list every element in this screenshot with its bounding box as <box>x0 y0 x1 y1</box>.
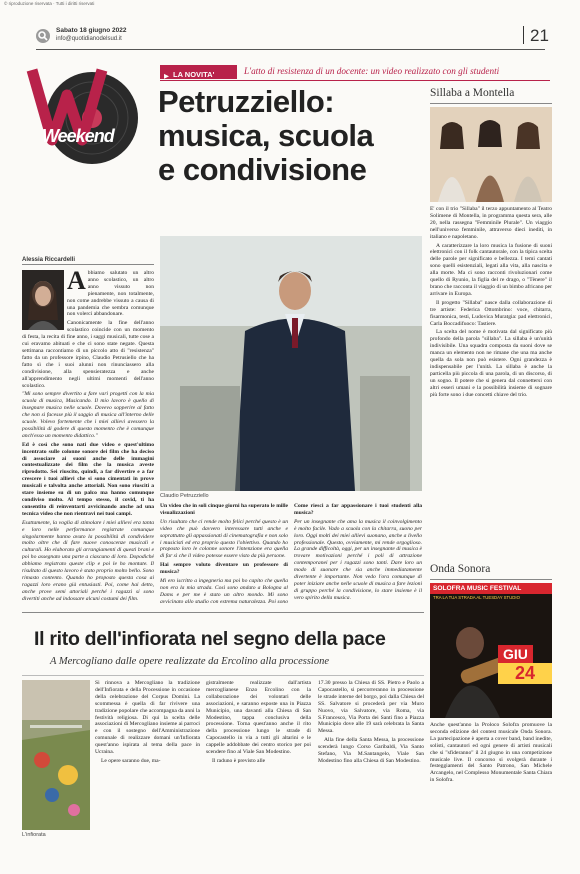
body-paragraph: Canonicamente la fine dell'anno scolastico coincide con un momento di festa, la recita di fine anno, i saggi musicali, tutte cose a cui eravamo abituati e che ci sono state negate. Questa settimana raccontiamo di un piccolo atto di "resistenza" fatto da un professore irpino, Claudio Petrusiello che ha fatto sì che i suoi alunni non rinunciassero alla condivisione, alla spensieratezza e anche all'apprendimento negli ultimi momenti dell'anno scolastico. <box>22 320 154 389</box>
author-byline: Alessia Riccardelli <box>22 257 76 263</box>
author-photo <box>22 270 64 330</box>
bottom-column-1 <box>95 680 200 832</box>
bottom-column-2 <box>206 680 311 832</box>
question-paragraph: Hai sempre voluto diventare un professore di musica? <box>160 562 288 576</box>
bottom-paragraph: Si rinnova a Mercogliano la tradizione dell'Infiorata e della Processione in occasione della celebrazione del Corpus Domini. La scommessa è quella di far rivivere una tradizione popolare che accompagna da anni la festività religiosa. Di qui la scelta delle associazioni di Mercogliano insieme ai parroci e con il sostegno dell'Amministrazione comunale di realizzare domani un'Infiorata quest'anno ispirata al tema della pace in Ucraina. <box>95 680 200 756</box>
infiorata-photo <box>22 680 90 830</box>
poster-subtitle: TRA LA TUA STRADA AL TUESDAY STUDIO <box>433 595 520 600</box>
bottom-paragraph: Alla fine della Santa Messa, la processione scenderà lungo Corso Garibaldi, Via Santo Stefano, Via M.Santangelo, Viale San Modestino fino alla Chiesa di San Modestino. <box>318 737 424 764</box>
headline-line: Petruzziello: <box>158 84 335 119</box>
article-column-2 <box>160 503 288 605</box>
byline-rule <box>22 264 154 265</box>
page-number-divider <box>523 26 524 44</box>
portrait-photo <box>160 236 422 491</box>
header-rule <box>36 49 545 50</box>
answer-paragraph: Esattamente, la voglia di stimolare i miei allievi era tanta e loro nelle performance registrate comunque singolarmente hanno avuto la possibilità di condividere molto oltre che di fare nuove conoscenze musicali e culturali. Ho elaborato gli arrangiamenti di questi brani e poi ho assegnato una parte a ciascuno di loro. Dopodiché abbiamo registrato queste clip e poi le ho montate. Il risultato di questo lavoro è stato proprio molto bello. Sono rimasto contento. Quando ho proposto questa cosa ai ragazzi loro erano già entusiasti. Poi, come hai detto, anche prove semi attoriali perché i ragazzi si sono divertiti anche ad indossare alcuni costumi dei film. <box>22 519 154 602</box>
article-column-3 <box>294 503 422 605</box>
poster-number: 24 <box>498 663 552 684</box>
weekend-logo <box>22 60 152 175</box>
article-column-1 <box>22 270 154 605</box>
answer-paragraph: Per un insegnante che ama la musica il coinvolgimento è molto facile. Vado a scuola con la chitarra, suono per loro. Oggi molti dei miei allievi suonano, anche a livello professionale. Questo, ovviamente, mi rende orgoglioso. La grande difficoltà, oggi, per un insegnante di musica è trovare motivazioni perché i poli di attrazione contemporanei per i ragazzi sono tanti. Dare loro un modo di suonare che sia anche immediatamente divertente è importante. Non vedo l'ora comunque di poter iniziare anche nelle scuole di musica a fare lezioni di gruppo perché la condivisione, lo stare insieme è il vero spirito della musica. <box>294 518 422 601</box>
question-paragraph: Ed è così che sono nati due video e quest'ultimo incentrato sulle colonne sonore dei film che ha deciso di associare ai suoni anche delle immagini contestualizzate dei film che la musica aveste riprodotto. Sei riuscito, quindi, a far divertire e a far crescere i tuoi allievi che si sono cimentati in prove musicali e talvolta anche attoriali. Non sono riusciti a stare insieme su di un palco ma hanno comunque condiviso molto. Al tempo stesso, il covid, ti ha consentito di reinventarti avvicinando anche ad una tecnica video che non rientravi nei tuoi campi. <box>22 441 154 517</box>
onda-title: Onda Sonora <box>430 563 491 575</box>
logo-text: Weekend <box>42 126 114 146</box>
answer-paragraph: Un risultato che ci rende molto felici perché questo è un video che può davvero interessare tutti anche e soprattutto gli appassionati di cinematografia e non solo i musicisti ed era proprio questo l'obiettivo. Quando ho proposto loro le colonne sonore l'intenzione era quella di far sì che il video potesse essere visto da più persone. <box>160 518 288 560</box>
sidebar-title-rule <box>430 103 552 104</box>
sidebar-paragraph: La scelta del nome è motivata dal significato più profondo della parola "sillaba". La sillaba è un'unità indivisibile. Una squadra composta da suoni dove se manca un elemento non ne rimane che una ma anche quella da sola non può esistere. Ogni grandezza è indispensabile per l'unità. La sillaba è anche la particella più piccola di una parola, di un discorso, di un sogno. Il potere che si genera dal connettersi con altri esseri umani e la possibilità insieme di sognare più forte sono i due concetti chiave del trio. <box>430 329 552 398</box>
page-number: 21 <box>530 26 549 45</box>
headline-line: musica, scuola <box>158 118 374 153</box>
bottom-article-rule <box>22 612 424 613</box>
headline-line: e condivisione <box>158 152 367 187</box>
sidebar-paragraph: E' con il trio "Sillaba" il terzo appuntamento al Teatro Solimene di Montella, in programma questa sera, alle 20, nella rassegna "Femminile Plurale". Un viaggio nell'universo femminile, attraverso dieci inediti, in italiano e napoletano. <box>430 206 552 240</box>
kicker-rule <box>160 80 550 81</box>
onda-title-rule <box>430 579 552 580</box>
contact-email: info@quotidianodelsud.it <box>56 36 122 42</box>
lead-paragraph: bbiamo salutato un altro anno scolastico, un altro anno vissuto non pienamente, non totalmente, non come andrebbe vissuto a causa di una pandemia che sembra comunque non volerci abbandonare. <box>67 270 154 318</box>
search-icon <box>36 29 50 43</box>
infiorata-caption: L'infiorata <box>22 832 46 838</box>
issue-date: Sabato 18 giugno 2022 <box>56 27 127 34</box>
bottom-headline: Il rito dell'infiorata nel segno della pace <box>34 628 386 650</box>
bottom-paragraph: Il raduno è previsto alle <box>212 757 266 764</box>
question-paragraph: Come riesci a far appassionare i tuoi studenti alla musica? <box>294 503 422 516</box>
poster-title: SOLOFRA MUSIC FESTIVAL <box>430 583 552 594</box>
section-subtitle: L'atto di resistenza di un docente: un video realizzato con gli studenti <box>244 66 500 76</box>
trio-photo <box>430 107 552 202</box>
quote-paragraph: "Mi sono sempre divertito a fare vari progetti con la mia scuola di musica, Musicando. Il mio lavoro è quello di insegnare musica nelle scuole. Dovevo sopperire al fatto che non si facesse più il saggio di musica all'interno delle scuole. Volevo fortemente che i miei allievi avessero la possibilità di godere di questo momento che è comunque anch'esso un momento didattico." <box>22 391 154 439</box>
sidebar-text <box>430 206 552 560</box>
bottom-paragraph: 17.30 presso la Chiesa di SS. Pietro e Paolo a Capocastello, si percorreranno in processione le strade interne del borgo, poi dalla Chiesa del SS. Salvatore si procederà per via Muro Nuovo, via Salvatore, via Roma, via S.Francesco, Via Porta dei Santi fino a Piazza Municipio dove alle 19 sarà celebrata la Santa Messa. <box>318 680 424 735</box>
kicker-label: LA NOVITA' <box>173 70 215 79</box>
festival-poster <box>430 583 552 718</box>
dropcap: A <box>67 270 86 295</box>
bottom-paragraph: gistralmente realizzate dall'artista mercoglianese Enzo Ercolino con la collaborazione dei volontari delle associazioni, e saranno esposte una in Piazza Municipio, una davanti alla Chiesa di San Modestino, tappa conclusiva della processione. Torna quest'anno anche il rito della processione lungo le strade di Capocastello in via a tutti gli altarini e le cappelle addobbate dei centro storico per poi scendere fino al Viale San Modestino. <box>206 680 311 756</box>
onda-text: Anche quest'anno la Proloco Solofra promuove la seconda edizione del contest musicale Onda Sonora. La partecipazione è aperta a cover band, band inedite, solisti, cantautori ed ogni genere di artisti musicali che si "sfideranno" il 24 giugno in una competizione musicale live. Il concorso si svolgerà durante i festeggiamenti del Santo Patrono, San Michele Arcangelo, nel Complesso Monumentale Santa Chiara in Solofra. <box>430 722 552 784</box>
question-paragraph: Un video che in soli cinque giorni ha superato le mille visualizzazioni <box>160 503 288 516</box>
kicker-badge: ▶ LA NOVITA' <box>160 65 237 79</box>
bottom-sub-rule <box>22 675 424 676</box>
bottom-paragraph: Le opere saranno due, ma- <box>101 757 161 764</box>
poster-day: GIU <box>498 645 533 663</box>
answer-paragraph: Mi ero iscritto a ingegneria ma poi ho capito che quella non era la mia strada. Così sono andato a Bologna al Dams e per me è stato un altro mondo. Mi sono avvicinato allo studio con estrema naturalezza. Poi sono <box>160 578 288 605</box>
bottom-column-3 <box>318 680 424 832</box>
sidebar-paragraph: A caratterizzare la loro musica la fusione di suoni elettronici con il folk cantautorale, con la tipica scelta delle parole per significato e bellezza. I temi cantati sono quelli esistenziali, legati alla vita, alla nascita e alla morte. Ma ci sono racconti rivoluzionari come quello di Ryunio, la figlia del re drago, o "Tènere" il brano che racconta il viaggio di un bimbo africano per arrivare in Europa. <box>430 242 552 297</box>
sidebar-title: Sillaba a Montella <box>430 87 515 99</box>
sidebar-paragraph: Il progetto "Sillaba" nasce dalla collaborazione di tre artiste: Federica Ottombrino: voce, chitarra, fisarmonica, testi, Ludovica Muratgia: pad elettronici, Carla Boccadifuoco: Tastiere. <box>430 299 552 327</box>
copyright-line: © riproduzione riservata · Tutti i diritti riservati <box>4 1 95 6</box>
photo-caption: Claudio Petruzziello <box>160 493 209 499</box>
bottom-subheadline: A Mercogliano dalle opere realizzate da Ercolino alla processione <box>50 656 329 667</box>
main-headline <box>158 85 373 187</box>
